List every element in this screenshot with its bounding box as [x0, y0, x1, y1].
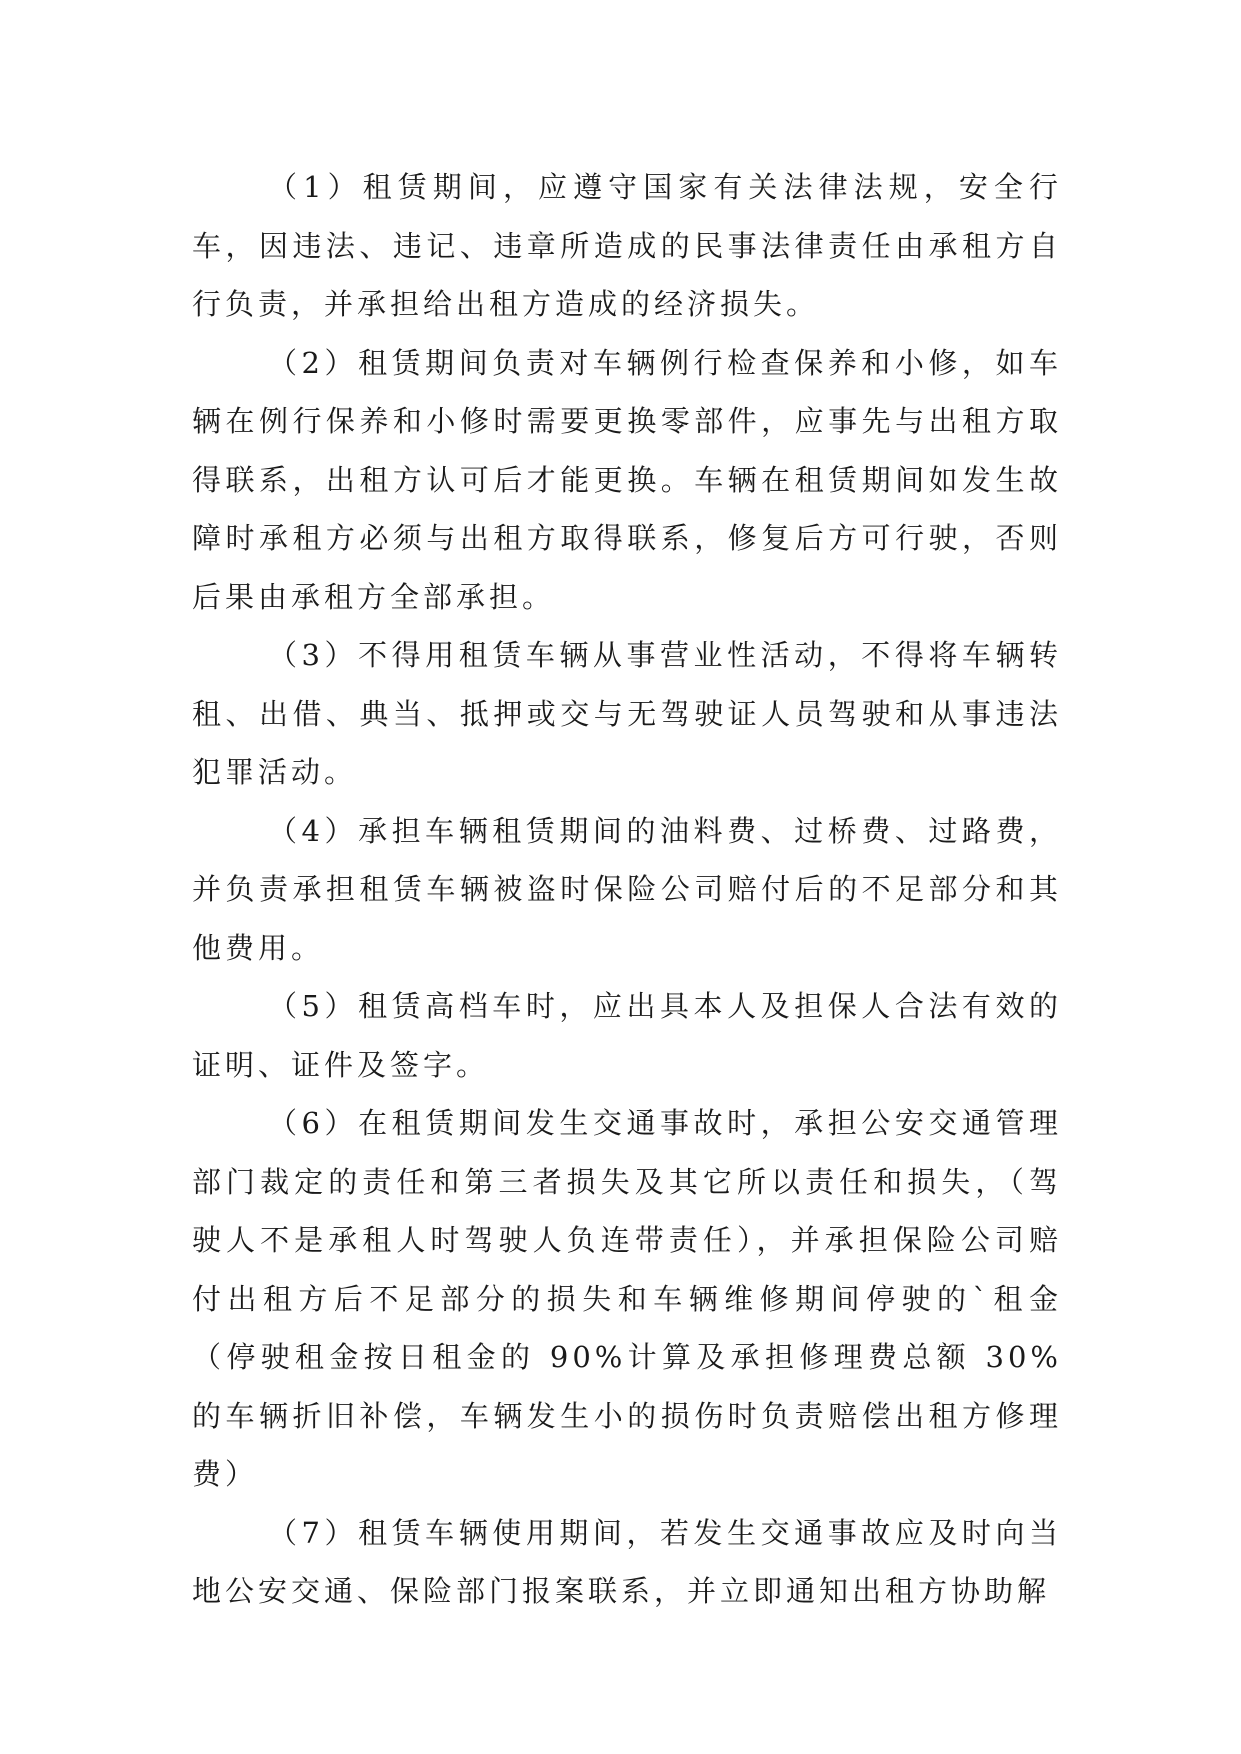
document-body	[192, 158, 1062, 1621]
clause-4: （4）承担车辆租赁期间的油料费、过桥费、过路费，并负责承担租赁车辆被盗时保险公司赔付后的不足部分和其他费用。	[192, 813, 1062, 965]
clause-7: （7）租赁车辆使用期间，若发生交通事故应及时向当地公安交通、保险部门报案联系，并立即通知出租方协助解	[192, 1515, 1062, 1608]
clause-5: （5）租赁高档车时，应出具本人及担保人合法有效的证明、证件及签字。	[192, 989, 1062, 1082]
clause-1: （1）租赁期间，应遵守国家有关法律法规，安全行车，因违法、违记、违章所造成的民事法律责任由承租方自行负责，并承担给出租方造成的经济损失。	[192, 170, 1062, 321]
clause-2: （2）租赁期间负责对车辆例行检查保养和小修，如车辆在例行保养和小修时需要更换零部件，应事先与出租方取得联系，出租方认可后才能更换。车辆在租赁期间如发生故障时承租方必须与出租方取得联系，修复后方可行驶，否则后果由承租方全部承担。	[192, 345, 1062, 614]
clause-6: （6）在租赁期间发生交通事故时，承担公安交通管理部门裁定的责任和第三者损失及其它所以责任和损失，（驾驶人不是承租人时驾驶人负连带责任），并承担保险公司赔付出租方后不足部分的损失和车辆维修期间停驶的`租金（停驶租金按日租金的 90%计算及承担修理费总额 30%的车辆折旧补偿，车辆发生小的损伤时负责赔偿出租方修理费）	[192, 1106, 1062, 1491]
clause-3: （3）不得用租赁车辆从事营业性活动，不得将车辆转租、出借、典当、抵押或交与无驾驶证人员驾驶和从事违法犯罪活动。	[192, 638, 1062, 789]
